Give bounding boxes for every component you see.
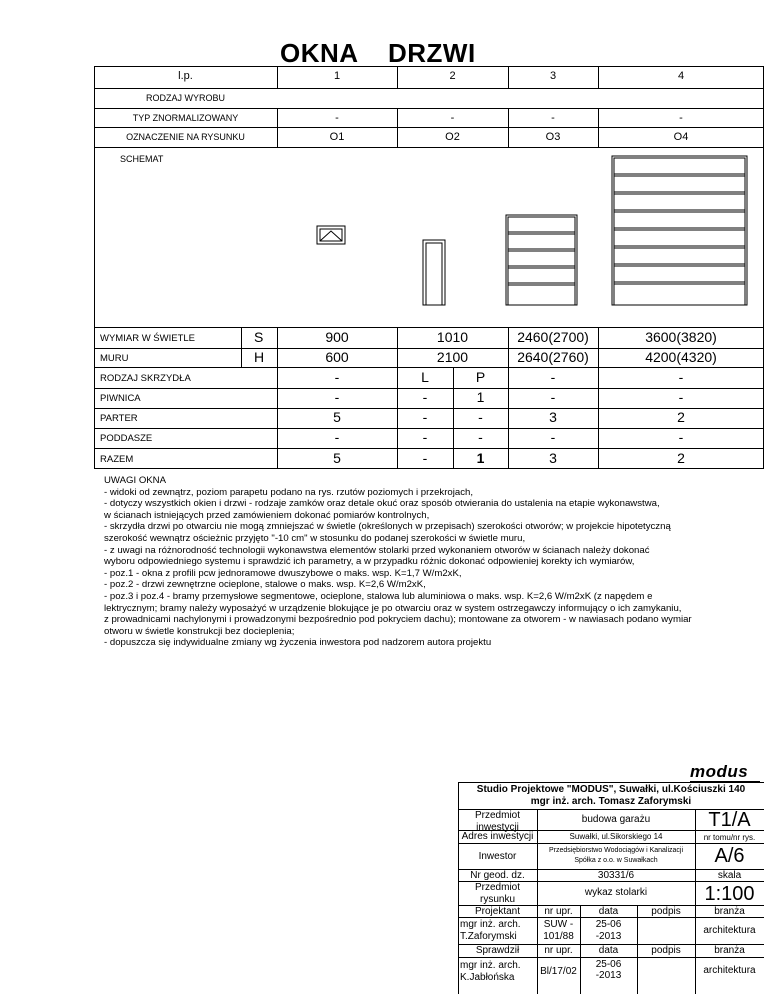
rodzaj-skrzydla-value-3: - [550, 369, 556, 385]
nr-geod-label: Nr geod. dz. [470, 870, 525, 881]
projektant-nr-line1: SUW - [543, 919, 574, 930]
typ-label: TYP ZNORMALIZOWANY [132, 113, 239, 123]
parter-value-2b: - [478, 409, 483, 425]
h-value-2: 2100 [436, 349, 469, 365]
typ-value-4: - [679, 112, 683, 124]
muru-label: MURU [100, 353, 129, 364]
notes-heading: UWAGI OKNA [104, 475, 167, 486]
studio-line1: Studio Projektowe "MODUS", Suwałki, ul.Kościuszki 140 [476, 784, 746, 795]
column-4-header: 4 [677, 70, 685, 82]
door-o2-schematic [423, 240, 445, 305]
parter-label: PARTER [100, 413, 138, 424]
lp-label: l.p. [178, 70, 193, 82]
sprawdzil-data-line1: 25-06 [595, 959, 622, 970]
note-line: - dopuszcza się indywidualne zmiany wg życzenia inwestora pod nadzorem autora projektu [104, 637, 492, 649]
piwnica-value-2b: 1 [476, 389, 485, 405]
column-3-header: 3 [549, 70, 557, 82]
projektant-name-line1: mgr inż. arch. [460, 919, 521, 930]
schemat-label: SCHEMAT [120, 154, 164, 164]
projektant-nr-line2: 101/88 [543, 931, 574, 942]
inwestor-value-line1: Przedsiębiorstwo Wodociągów i Kanalizacji [548, 847, 684, 854]
rodzaj-skrzydla-value-2b: P [475, 369, 486, 385]
nr-upr-label-2: nr upr. [544, 945, 573, 956]
podpis-label-2: podpis [651, 945, 681, 956]
modus-logo: modus [690, 762, 749, 781]
note-line: - widoki od zewnątrz, poziom parapetu podano na rys. rzutów poziomych i przekrojach, [104, 486, 474, 498]
poddasze-value-2a: - [422, 429, 428, 445]
h-value-4: 4200(4320) [645, 349, 717, 365]
sprawdzil-data-line2: -2013 [595, 970, 622, 981]
s-value-1: 900 [325, 329, 349, 345]
inwestor-value-line2: Spółka z o.o. w Suwałkach [574, 857, 658, 864]
studio-line2: mgr inż. arch. Tomasz Zaforymski [530, 796, 692, 807]
note-line: - skrzydła drzwi po otwarciu nie mogą zmniejszać w świetle (określonych w przepisach) szerokości otworów; w projekcie hipotetyczną [104, 521, 671, 533]
branza-label: branża [714, 906, 745, 917]
razem-label: RAZEM [100, 454, 134, 465]
poddasze-value-3: - [550, 429, 556, 445]
sprawdzil-nr: Bl/17/02 [540, 966, 577, 977]
sprawdzil-name-line2: K.Jabłońska [460, 972, 515, 983]
piwnica-value-1: - [334, 389, 340, 405]
sprawdzil-branza: architektura [703, 965, 756, 976]
oznaczenie-label: OZNACZENIE NA RYSUNKU [126, 132, 245, 142]
projektant-name-line2: T.Zaforymski [460, 931, 517, 942]
razem-value-2b: 1 [476, 450, 485, 466]
skala-label: skala [717, 870, 742, 881]
parter-value-1: 5 [333, 409, 341, 425]
note-line: - poz.1 - okna z profili pcw jednoramowe dwuszybowe o maks. wsp. K=1,7 W/m2xK, [104, 567, 462, 579]
przedmiot-rysunku-label: Przedmiot rysunku [474, 882, 520, 905]
razem-value-1: 5 [333, 450, 341, 466]
note-line: wyboru odpowiedniego systemu i sprawdzić ich parametry, a w przypadku różnic dokonać odpowieniej korekty ich wymiarów, [104, 556, 635, 568]
note-line: w ścianach istniejących przed zamówieniem dokonać pomiarów kontrolnych, [104, 509, 430, 521]
oznaczenie-value-2: O2 [445, 131, 460, 143]
parter-value-2a: - [422, 409, 428, 425]
parter-value-4: 2 [677, 409, 685, 425]
oznaczenie-value-1: O1 [329, 131, 345, 143]
s-value-3: 2460(2700) [517, 329, 589, 345]
data-label-2: data [598, 945, 619, 956]
sheet-number: A/6 [714, 845, 745, 867]
nr-upr-label: nr upr. [544, 906, 573, 917]
parter-value-3: 3 [549, 409, 557, 425]
typ-value-3: - [551, 112, 555, 124]
typ-value-1: - [335, 112, 339, 124]
poddasze-value-2b: - [478, 429, 483, 445]
sheet-code: T1/A [708, 809, 751, 831]
oznaczenie-value-3: O3 [545, 131, 561, 143]
inwestor-label: Inwestor [478, 851, 517, 862]
poddasze-value-1: - [334, 429, 340, 445]
projektant-branza: architektura [703, 925, 756, 936]
poddasze-value-4: - [678, 429, 684, 445]
s-label: S [254, 329, 264, 345]
s-value-2: 1010 [436, 329, 469, 345]
column-2-header: 2 [449, 70, 456, 82]
adres-value: Suwałki, ul.Sikorskiego 14 [569, 832, 663, 841]
title-okna: OKNA [280, 38, 359, 68]
rodzaj-skrzydla-label: RODZAJ SKRZYDŁA [100, 373, 191, 384]
scale-value: 1:100 [704, 883, 755, 905]
rodzaj-skrzydla-value-1: - [334, 369, 340, 385]
gate-o3-schematic [506, 215, 577, 305]
data-label: data [598, 906, 619, 917]
rodzaj-skrzydla-value-2a: L [421, 369, 429, 385]
nr-tomu-label: nr tomu/nr rys. [703, 833, 756, 842]
razem-value-3: 3 [549, 450, 557, 466]
projektant-data-line1: 25-06 [595, 919, 622, 930]
h-value-3: 2640(2760) [517, 349, 589, 365]
gate-o4-schematic [612, 156, 747, 305]
piwnica-value-4: - [678, 389, 684, 405]
note-line: - poz.2 - drzwi zewnętrzne ocieplone, stalowe o maks. wsp. K=2,6 W/m2xK, [104, 579, 426, 591]
note-line: - dotyczy wszystkich okien i drzwi - rodzaje zamków oraz detale okuć oraz sposób otwierania do ustalenia na etapie wykonawstwa, [104, 498, 660, 510]
poddasze-label: PODDASZE [100, 433, 153, 444]
wymiar-label: WYMIAR W ŚWIETLE [100, 333, 195, 344]
rodzaj-wyrobu-label: RODZAJ WYROBU [145, 93, 225, 103]
podpis-label: podpis [651, 906, 681, 917]
przedmiot-inwestycji-value: budowa garażu [581, 814, 651, 825]
piwnica-value-2a: - [422, 389, 428, 405]
oznaczenie-value-4: O4 [673, 131, 689, 143]
sprawdzil-label: Sprawdził [475, 945, 520, 956]
adres-label: Adres inwestycji [461, 831, 534, 842]
nr-geod-value: 30331/6 [597, 870, 635, 881]
piwnica-value-3: - [550, 389, 556, 405]
typ-value-2: - [450, 112, 455, 124]
note-line: - z uwagi na różnorodność technologii wykonawstwa elementów stolarki przed wykonaniem otworów w ścianach należy dokonać [104, 544, 650, 556]
projektant-label: Projektant [474, 906, 521, 917]
projektant-data-line2: -2013 [595, 931, 622, 942]
przedmiot-rysunku-value: wykaz stolarki [584, 887, 648, 898]
sprawdzil-name-line1: mgr inż. arch. [460, 960, 521, 971]
h-value-1: 600 [325, 349, 349, 365]
s-value-4: 3600(3820) [645, 329, 717, 345]
window-o1-schematic [317, 226, 345, 244]
notes-block [104, 475, 714, 649]
title-drzwi: DRZWI [388, 38, 476, 68]
note-line: - poz.3 i poz.4 - bramy przemysłowe segmentowe, ocieplone, stalowa lub aluminiowa o maks. wsp. K=2,6 W/m2xK (z napędem e [104, 590, 653, 602]
note-line: szerokość wewnątrz ościeżnic przyjęto "-10 cm" w stosunku do podanej szerokości w świetle muru, [104, 532, 526, 544]
rodzaj-skrzydla-value-4: - [678, 369, 684, 385]
razem-value-2a: - [422, 450, 428, 466]
h-label: H [254, 349, 265, 365]
note-line: otworu w świetle konstrukcji bez docieplenia; [104, 625, 295, 637]
przedmiot-inwestycji-label: Przedmiot inwestycji [474, 810, 520, 833]
note-line: z prowadnicami nachylonymi i prowadzonymi bezpośrednio pod pokryciem dachu); montowane za otworem - w nawiasach podano wymiar [104, 614, 692, 626]
razem-value-4: 2 [677, 450, 685, 466]
piwnica-label: PIWNICA [100, 393, 141, 404]
column-1-header: 1 [333, 70, 341, 82]
branza-label-2: branża [714, 945, 745, 956]
note-line: lektrycznym; bramy należy wyposażyć w urządzenie blokujące je po otwarciu oraz w system ostrzegawczy informujący o ich zamykaniu, [104, 602, 682, 614]
